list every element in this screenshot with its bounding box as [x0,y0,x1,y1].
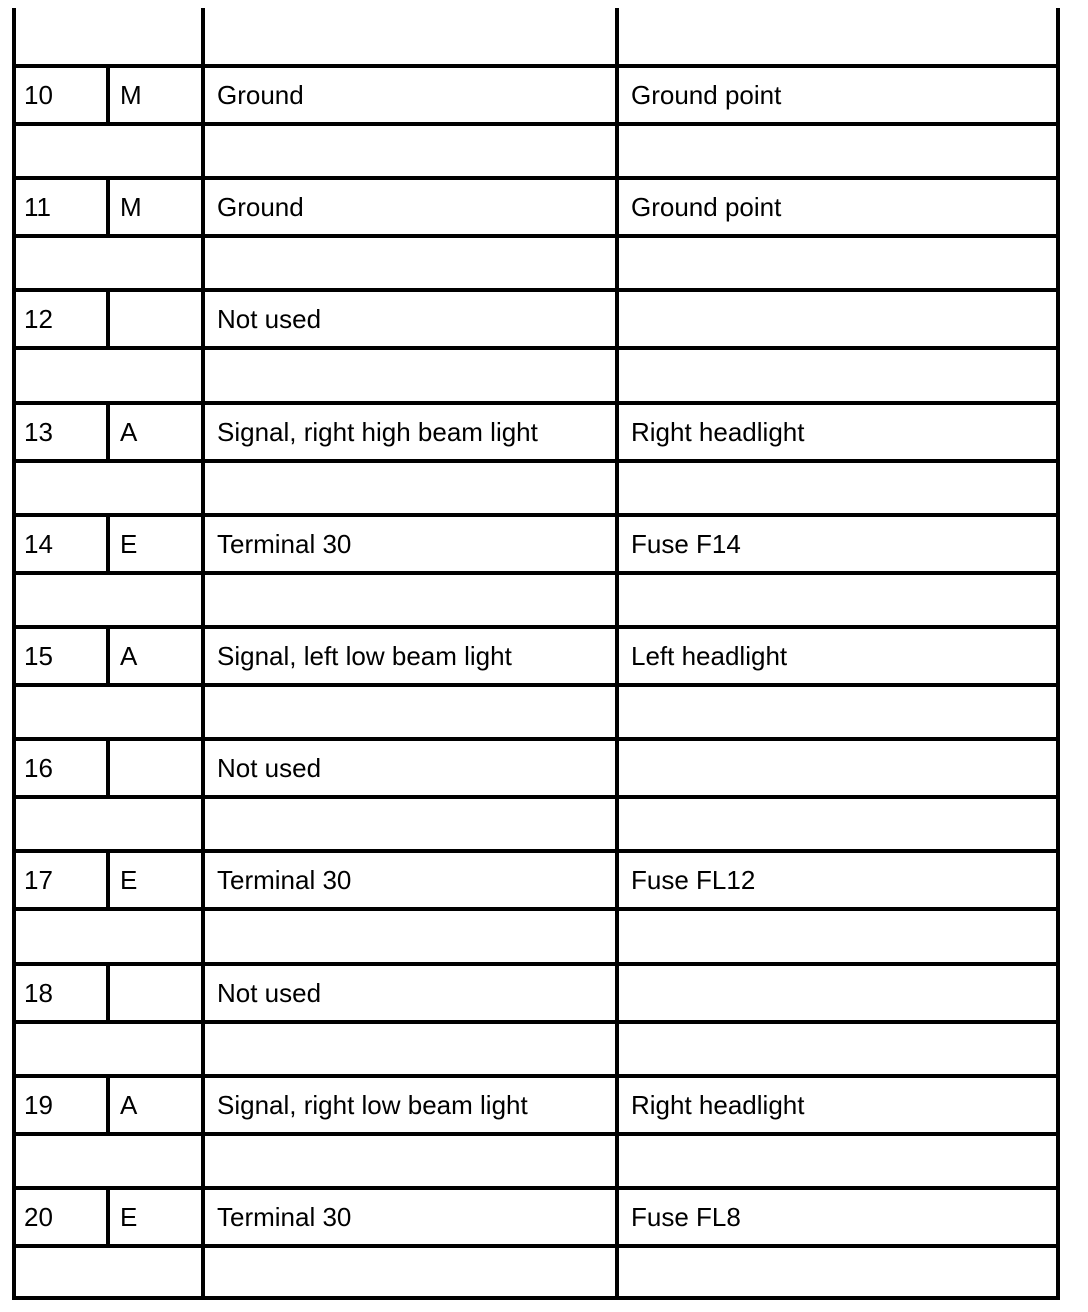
column-rule [201,459,205,513]
signal-type: A [120,1089,138,1120]
column-rule [615,346,619,401]
column-rule [201,346,205,401]
pin-number: 12 [24,303,53,334]
row-rule [12,346,1060,350]
column-rule [12,8,16,64]
pin-number: 16 [24,752,53,783]
column-rule [201,683,205,737]
signal-type: E [120,1201,138,1232]
column-rule [1056,459,1060,513]
column-rule [1056,346,1060,401]
table-row [12,517,1060,571]
column-rule [12,683,16,737]
column-rule [1056,795,1060,849]
column-rule [201,1244,205,1298]
pin-number: 18 [24,977,53,1008]
row-rule [12,683,1060,687]
row-rule [12,795,1060,799]
table-row [12,966,1060,1020]
pin-description: Not used [217,977,322,1008]
column-rule [615,1132,619,1186]
row-rule [12,459,1060,463]
column-rule [12,122,16,176]
table-row [12,1190,1060,1244]
column-rule [1056,122,1060,176]
signal-type: E [120,864,138,895]
pin-connection: Fuse FL8 [631,1201,741,1232]
column-rule [615,795,619,849]
column-rule [615,571,619,625]
pin-number: 13 [24,416,53,447]
column-rule [12,795,16,849]
row-rule [12,1020,1060,1024]
column-rule [201,571,205,625]
column-rule [1056,1244,1060,1298]
column-rule [615,122,619,176]
column-rule [1056,234,1060,288]
table-row [12,629,1060,683]
table-row [12,741,1060,795]
column-rule [12,571,16,625]
column-rule [12,1132,16,1186]
pin-description: Terminal 30 [217,528,352,559]
signal-type: M [120,191,142,222]
signal-type: A [120,640,138,671]
column-rule [201,8,205,64]
pin-description: Ground [217,79,304,110]
table-row [12,1078,1060,1132]
pin-connection: Ground point [631,191,782,222]
row-rule [12,907,1060,911]
column-rule [201,1132,205,1186]
column-rule [615,1020,619,1074]
row-rule [12,1132,1060,1136]
table-row [12,68,1060,122]
column-rule [12,1244,16,1298]
pin-description: Not used [217,303,322,334]
pin-number: 15 [24,640,53,671]
column-rule [615,459,619,513]
column-rule [201,1020,205,1074]
pin-connection: Right headlight [631,416,805,447]
pin-number: 10 [24,79,53,110]
column-rule [201,122,205,176]
row-rule [12,122,1060,126]
pin-connection: Fuse F14 [631,528,741,559]
column-rule [12,907,16,962]
row-rule [12,571,1060,575]
pin-number: 17 [24,864,53,895]
table-row [12,292,1060,346]
table-row [12,405,1060,459]
signal-type: A [120,416,138,447]
row-rule [12,234,1060,238]
pin-number: 19 [24,1089,53,1120]
column-rule [1056,683,1060,737]
pin-number: 20 [24,1201,53,1232]
column-rule [615,234,619,288]
column-rule [12,1020,16,1074]
row-rule [12,1244,1060,1248]
table-row [12,853,1060,907]
pin-description: Signal, left low beam light [217,640,512,671]
pin-description: Terminal 30 [217,864,352,895]
column-rule [201,907,205,962]
pin-description: Terminal 30 [217,1201,352,1232]
column-rule [201,234,205,288]
pin-description: Signal, right high beam light [217,416,538,447]
pin-description: Ground [217,191,304,222]
column-rule [1056,8,1060,64]
pin-number: 11 [24,191,51,222]
pin-connection: Fuse FL12 [631,864,756,895]
pin-description: Signal, right low beam light [217,1089,528,1120]
column-rule [12,346,16,401]
signal-type: E [120,528,138,559]
column-rule [12,459,16,513]
column-rule [1056,571,1060,625]
column-rule [615,907,619,962]
column-rule [615,683,619,737]
column-rule [615,8,619,64]
pin-description: Not used [217,752,322,783]
column-rule [1056,1020,1060,1074]
pin-number: 14 [24,528,53,559]
table-row [12,180,1060,234]
row-rule [12,1296,1060,1300]
pin-connection: Ground point [631,79,782,110]
signal-type: M [120,79,142,110]
pin-connection: Right headlight [631,1089,805,1120]
pin-connection: Left headlight [631,640,788,671]
column-rule [615,1244,619,1298]
column-rule [201,795,205,849]
column-rule [12,234,16,288]
column-rule [1056,1132,1060,1186]
column-rule [1056,907,1060,962]
